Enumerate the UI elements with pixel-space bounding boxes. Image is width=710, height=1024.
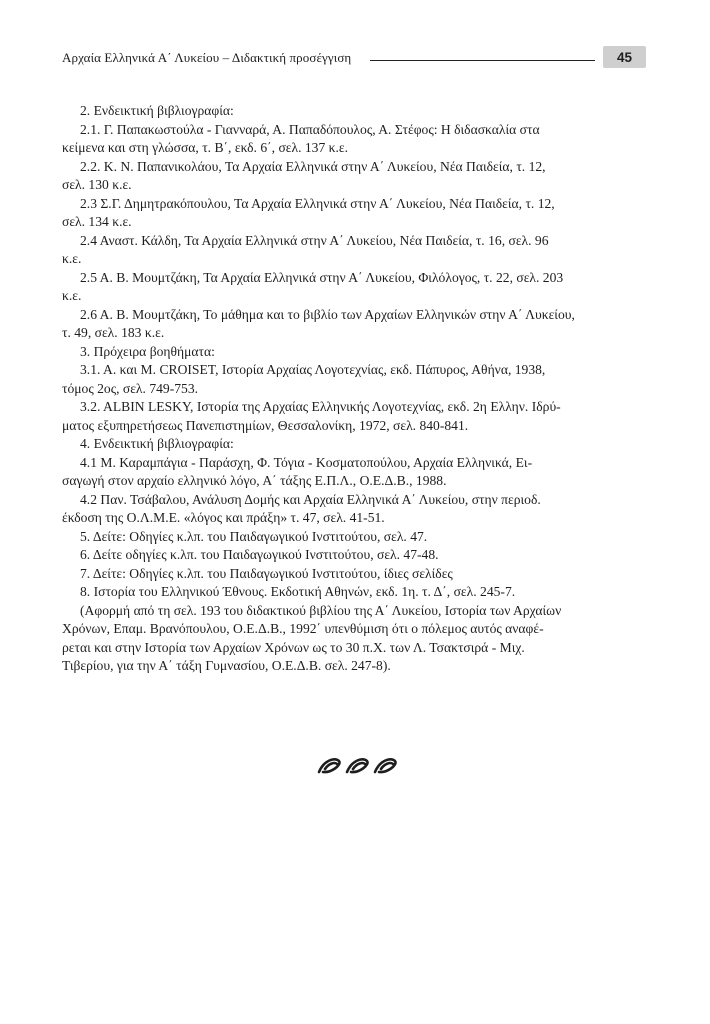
text-line: κ.ε. — [62, 288, 82, 303]
text-line: 2.6 Α. Β. Μουμτζάκη, Το μάθημα και το βιβλίο των Αρχαίων Ελληνικών στην Α΄ Λυκείου, — [80, 306, 575, 322]
text-line: 5. Δείτε: Οδηγίες κ.λπ. του Παιδαγωγικού Ινστιτούτου, σελ. 47. — [80, 528, 428, 544]
text-line: κείμενα και στη γλώσσα, τ. Β΄, εκδ. 6΄, σελ. 137 κ.ε. — [62, 140, 349, 155]
text-line: 4.1 Μ. Καραμπάγια - Παράσχη, Φ. Τόγια - Κοσματοπούλου, Αρχαία Ελληνικά, Ει- — [80, 454, 533, 470]
text-line: 6. Δείτε οδηγίες κ.λπ. του Παιδαγωγικού Ινστιτούτου, σελ. 47-48. — [80, 547, 439, 562]
ornament-loop — [375, 759, 396, 772]
text-line: σελ. 130 κ.ε. — [62, 177, 132, 192]
text-line: 3.2. ALBIN LESKY, Ιστορία της Αρχαίας Ελληνικής Λογοτεχνίας, εκδ. 2η Ελλην. Ιδρύ- — [80, 399, 561, 414]
text-line: 7. Δείτε: Οδηγίες κ.λπ. του Παιδαγωγικού Ινστιτούτου, ίδιες σελίδες — [80, 565, 453, 581]
text-line: έκδοση της Ο.Λ.Μ.Ε. «λόγος και πράξη» τ. 47, σελ. 41-51. — [62, 510, 385, 525]
text-line: 8. Ιστορία του Ελληνικού Έθνους. Εκδοτική Αθηνών, εκδ. 1η. τ. Δ΄, σελ. 245-7. — [80, 584, 516, 599]
text-line: ρεται και στην Ιστορία των Αρχαίων Χρόνων ως το 30 π.Χ. των Λ. Τσακτσιρά - Μιχ. — [62, 639, 525, 655]
text-line: σαγωγή στον αρχαίο ελληνικό λόγο, Α΄ τάξης Ε.Π.Λ., Ο.Ε.Δ.Β., 1988. — [62, 473, 447, 488]
text-line: 2. Ενδεικτική βιβλιογραφία: — [80, 103, 234, 118]
text-line: Τιβερίου, για την Α΄ τάξη Γυμνασίου, Ο.Ε.Δ.Β. σελ. 247-8). — [62, 658, 391, 673]
ornament-loop — [347, 759, 368, 772]
text-line: 2.3 Σ.Γ. Δημητρακόπουλου, Τα Αρχαία Ελληνικά στην Α΄ Λυκείου, Νέα Παιδεία, τ. 12, — [80, 195, 555, 211]
text-line: 4. Ενδεικτική βιβλιογραφία: — [80, 436, 234, 451]
text-line: 2.2. Κ. Ν. Παπανικολάου, Τα Αρχαία Ελληνικά στην Α΄ Λυκείου, Νέα Παιδεία, τ. 12, — [80, 158, 546, 174]
text-line: 4.2 Παν. Τσάβαλου, Ανάλυση Δομής και Αρχαία Ελληνικά Α΄ Λυκείου, στην περιοδ. — [80, 491, 541, 507]
text-line: (Αφορμή από τη σελ. 193 του διδακτικού βιβλίου της Α΄ Λυκείου, Ιστορία των Αρχαίων — [80, 602, 562, 618]
decorative-ornament-icon — [313, 755, 403, 777]
bibliography-text — [62, 102, 634, 676]
text-line: κ.ε. — [62, 251, 82, 266]
text-line: τ. 49, σελ. 183 κ.ε. — [62, 325, 165, 340]
text-line: 2.1. Γ. Παπακωστούλα - Γιανναρά, Α. Παπαδόπουλος, Α. Στέφος: Η διδασκαλία στα — [80, 121, 540, 137]
text-line: 3. Πρόχειρα βοηθήματα: — [80, 343, 215, 359]
text-line: 3.1. Α. και Μ. CROISET, Ιστορία Αρχαίας Λογοτεχνίας, εκδ. Πάπυρος, Αθήνα, 1938, — [80, 362, 546, 377]
header-title: Αρχαία Ελληνικά Α΄ Λυκείου – Διδακτική προσέγγιση — [62, 50, 352, 65]
text-line: 2.4 Αναστ. Κάλδη, Τα Αρχαία Ελληνικά στην Α΄ Λυκείου, Νέα Παιδεία, τ. 16, σελ. 96 — [80, 232, 549, 248]
text-line: τόμος 2ος, σελ. 749-753. — [62, 380, 199, 396]
running-header — [62, 46, 647, 72]
ornament-loop — [319, 759, 340, 772]
text-line: 2.5 Α. Β. Μουμτζάκη, Τα Αρχαία Ελληνικά στην Α΄ Λυκείου, Φιλόλογος, τ. 22, σελ. 203 — [80, 269, 564, 285]
text-line: Χρόνων, Επαμ. Βρανόπουλου, Ο.Ε.Δ.Β., 1992΄ υπενθύμιση ότι ο πόλεμος αυτός αναφέ- — [62, 621, 544, 636]
header-rule — [370, 60, 595, 61]
text-line: ματος εξυπηρετήσεως Πανεπιστημίων, Θεσσαλονίκη, 1972, σελ. 840-841. — [62, 417, 469, 433]
page-number: 45 — [603, 46, 646, 68]
text-line: σελ. 134 κ.ε. — [62, 214, 132, 229]
